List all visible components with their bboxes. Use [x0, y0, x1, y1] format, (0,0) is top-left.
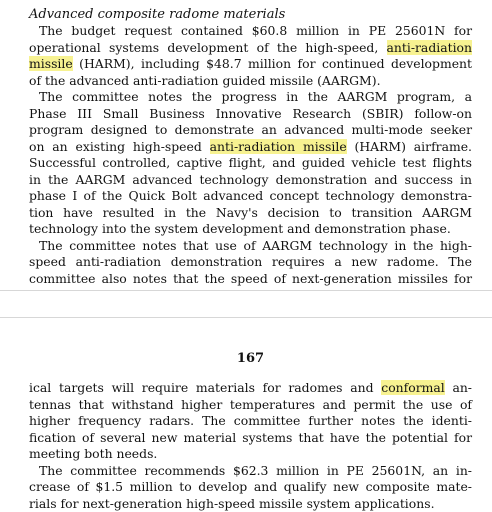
text-line	[29, 479, 472, 496]
text-segment: technology into the system development and demonstration phase.	[29, 221, 451, 236]
text-line	[29, 413, 472, 430]
text-line	[29, 23, 472, 40]
text-segment: The budget request contained $60.8 million in PE 25601N for	[39, 23, 472, 38]
text-segment: ical targets will require materials for radomes and	[29, 380, 381, 395]
text-segment: (HARM), including $48.7 million for continued development	[73, 56, 472, 71]
text-line	[29, 155, 472, 172]
text-segment: rials for next-generation high-speed missile system applications.	[29, 496, 435, 511]
text-line	[29, 430, 472, 447]
text-line	[29, 463, 472, 480]
page-bottom-section	[0, 318, 492, 500]
text-segment: higher frequency radars. The committee further notes the identi-	[29, 413, 472, 428]
text-line	[29, 56, 472, 73]
text-line	[29, 238, 472, 255]
text-line	[29, 139, 472, 156]
text-segment: speed anti-radiation demonstration requires a new radome. The	[29, 254, 472, 269]
text-line	[29, 122, 472, 139]
page-break-divider	[0, 290, 492, 318]
text-segment: tennas that withstand higher temperatures and permit the use of	[29, 397, 472, 412]
top-paragraph-lines	[29, 23, 472, 304]
text-line	[29, 380, 472, 397]
text-segment: in the AARGM advanced technology demonstration and success in	[29, 172, 472, 187]
text-line	[29, 446, 472, 463]
text-line	[29, 271, 472, 288]
text-segment: phase I of the Quick Bolt advanced concept technology demonstra-	[29, 188, 472, 203]
text-segment: program designed to demonstrate an advanced multi-mode seeker	[29, 122, 472, 137]
text-line	[29, 188, 472, 205]
text-segment: of the advanced anti-radiation guided missile (AARGM).	[29, 73, 381, 88]
text-line	[29, 496, 472, 512]
text-segment: crease of $1.5 million to develop and qualify new composite mate-	[29, 479, 472, 494]
text-segment: operational systems development of the high-speed,	[29, 40, 387, 55]
highlighted-text: anti-radiation missile	[210, 139, 347, 154]
text-line	[29, 89, 472, 106]
text-segment: fication of several new material systems that have the potential for	[29, 430, 472, 445]
text-line	[29, 254, 472, 271]
text-segment: meeting both needs.	[29, 446, 157, 461]
text-segment: on an existing high-speed	[29, 139, 210, 154]
highlighted-text: conformal	[381, 380, 444, 395]
text-segment: tion have resulted in the Navy's decision to transition AARGM	[29, 205, 472, 220]
text-segment: The committee notes the progress in the AARGM program, a	[39, 89, 472, 104]
text-segment: (HARM) airframe.	[347, 139, 472, 154]
text-line	[29, 221, 472, 238]
page-number: 167	[29, 350, 472, 367]
text-segment: Successful controlled, captive flight, and guided vehicle test flights	[29, 155, 472, 170]
text-line	[29, 397, 472, 414]
text-line	[29, 106, 472, 123]
text-line	[29, 73, 472, 90]
text-segment: The committee notes that use of AARGM technology in the high-	[39, 238, 472, 253]
text-segment: committee also notes that the speed of next-generation missiles for	[29, 271, 472, 286]
text-segment: Phase III Small Business Innovative Research (SBIR) follow-on	[29, 106, 472, 121]
highlighted-text: anti-radiation	[387, 40, 472, 55]
text-line	[29, 172, 472, 189]
text-line	[29, 205, 472, 222]
text-line	[29, 40, 472, 57]
bottom-paragraph-lines	[29, 380, 472, 512]
text-segment: The committee recommends $62.3 million in PE 25601N, an in-	[39, 463, 472, 478]
text-segment: an-	[445, 380, 472, 395]
highlighted-text: missile	[29, 56, 73, 71]
section-heading: Advanced composite radome materials	[29, 6, 472, 23]
